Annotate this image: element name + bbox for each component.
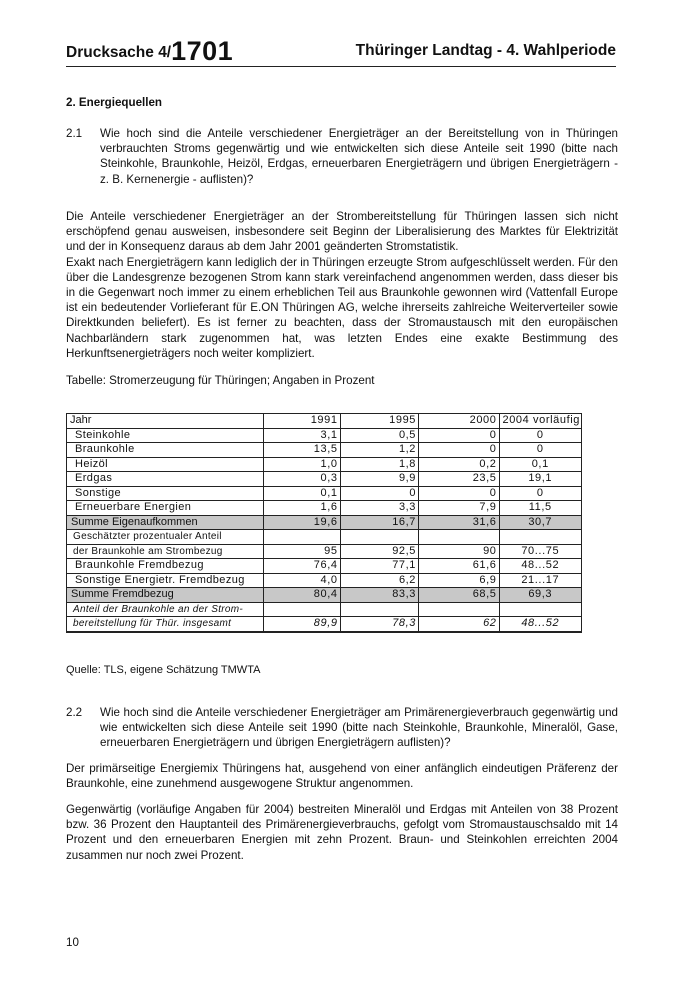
cell bbox=[264, 530, 340, 545]
header-cell: Jahr bbox=[67, 414, 264, 429]
row-label: Summe Eigenaufkommen bbox=[67, 515, 264, 530]
doc-number: 1701 bbox=[171, 36, 234, 66]
cell: 78,3 bbox=[340, 617, 418, 632]
cell: 6,2 bbox=[340, 573, 418, 588]
cell: 0 bbox=[340, 486, 418, 501]
row-label: Sonstige Energietr. Fremdbezug bbox=[67, 573, 264, 588]
cell: 48...52 bbox=[499, 617, 582, 632]
row-label: Sonstige bbox=[67, 486, 264, 501]
cell bbox=[499, 602, 582, 617]
row-label: Summe Fremdbezug bbox=[67, 588, 264, 603]
cell: 69,3 bbox=[499, 588, 582, 603]
cell: 0 bbox=[419, 428, 499, 443]
row-label: Erneuerbare Energien bbox=[67, 501, 264, 516]
answer-2-1 bbox=[66, 209, 618, 361]
cell: 0 bbox=[419, 486, 499, 501]
cell: 0,1 bbox=[264, 486, 340, 501]
answer-paragraph: Exakt nach Energieträgern kann lediglich der in Thüringen erzeugte Strom aufgeschlüsselt werden. Für den über die Landesgrenze bezogenen Strom kann stark vereinfachend angenommen werden, dass dieser bis in die Gegenwart noch immer zu einem erheblichen Teil aus Braunkohle gewonnen wird (Vattenfall Europe ist ein bedeutender Vorlieferant für E.ON Thüringen AG, welche ihrerseits zahlreiche Weiterverteiler sowie Direktkunden beliefert). Es ist ferner zu beachten, dass der Stromaustausch mit den europäischen Nachbarländern stark zugenommen hat, was letzten Endes eine exakte Bestimmung des Herkunftsenergieträgers noch weiter kompliziert. bbox=[66, 255, 618, 360]
row-label: Heizöl bbox=[67, 457, 264, 472]
cell: 19,1 bbox=[499, 472, 582, 487]
cell: 76,4 bbox=[264, 559, 340, 574]
table-row bbox=[67, 472, 582, 487]
power-generation-table bbox=[66, 413, 582, 633]
row-label: Steinkohle bbox=[67, 428, 264, 443]
cell: 0,2 bbox=[419, 457, 499, 472]
cell bbox=[340, 530, 418, 545]
table-row bbox=[67, 486, 582, 501]
cell: 0 bbox=[419, 443, 499, 458]
cell bbox=[264, 602, 340, 617]
cell: 19,6 bbox=[264, 515, 340, 530]
section-title: 2. Energiequellen bbox=[66, 96, 162, 109]
cell: 48...52 bbox=[499, 559, 582, 574]
table-row bbox=[67, 544, 582, 559]
cell: 11,5 bbox=[499, 501, 582, 516]
header-rule bbox=[66, 66, 616, 67]
cell bbox=[499, 530, 582, 545]
answer-2-2-p2: Gegenwärtig (vorläufige Angaben für 2004) bestreiten Mineralöl und Erdgas mit Anteilen von 38 Prozent bzw. 36 Prozent den Hauptanteil des Primärenergieverbrauchs, gefolgt vom Stromaustauschsaldo mit 14 Prozent und den erneuerbaren Energien mit zehn Prozent. Braun- und Steinkohlen erreichten 2004 zusammen nur noch zwei Prozent. bbox=[66, 803, 618, 862]
cell: 90 bbox=[419, 544, 499, 559]
question-text: Wie hoch sind die Anteile verschiedener Energieträger am Primärenergieverbrauch gegenwärtig und wie entwickelten sich diese Anteile seit 1990 (bitte nach Steinkohle, Braunkohle, Mineralöl, Gase, erneuerbaren Energieträgern und übrigen Energieträgern auflisten)? bbox=[100, 706, 618, 750]
table-header-row bbox=[67, 414, 582, 429]
cell: 1,2 bbox=[340, 443, 418, 458]
cell: 80,4 bbox=[264, 588, 340, 603]
table-row-sum bbox=[67, 515, 582, 530]
cell: 0,3 bbox=[264, 472, 340, 487]
question-number: 2.1 bbox=[66, 127, 83, 140]
row-label: bereitstellung für Thür. insgesamt bbox=[67, 617, 264, 632]
cell: 31,6 bbox=[419, 515, 499, 530]
row-label: Erdgas bbox=[67, 472, 264, 487]
cell: 0 bbox=[499, 443, 582, 458]
cell: 89,9 bbox=[264, 617, 340, 632]
row-label: Geschätzter prozentualer Anteil bbox=[67, 530, 264, 545]
header-cell: 2004 vorläufig bbox=[499, 414, 582, 429]
cell: 3,3 bbox=[340, 501, 418, 516]
cell: 13,5 bbox=[264, 443, 340, 458]
table-caption: Tabelle: Stromerzeugung für Thüringen; Angaben in Prozent bbox=[66, 374, 375, 387]
cell bbox=[419, 602, 499, 617]
cell bbox=[340, 602, 418, 617]
header-cell: 2000 bbox=[419, 414, 499, 429]
cell: 1,6 bbox=[264, 501, 340, 516]
question-number: 2.2 bbox=[66, 706, 83, 719]
cell: 77,1 bbox=[340, 559, 418, 574]
table-row-sum bbox=[67, 588, 582, 603]
cell: 0 bbox=[499, 486, 582, 501]
header-cell: 1995 bbox=[340, 414, 418, 429]
table-row bbox=[67, 530, 582, 545]
cell: 23,5 bbox=[419, 472, 499, 487]
table-row bbox=[67, 573, 582, 588]
page-number: 10 bbox=[66, 936, 79, 949]
cell: 83,3 bbox=[340, 588, 418, 603]
doc-number-header bbox=[66, 36, 233, 67]
cell: 3,1 bbox=[264, 428, 340, 443]
cell: 0,1 bbox=[499, 457, 582, 472]
cell: 1,8 bbox=[340, 457, 418, 472]
cell: 92,5 bbox=[340, 544, 418, 559]
question-text: Wie hoch sind die Anteile verschiedener Energieträger an der Bereitstellung von in Thüringen verbrauchten Stroms gegenwärtig und wie entwickelten sich diese Anteile seit 1990 (bitte nach Steinkohle, Braunkohle, Heizöl, Erdgas, erneuerbaren Energieträgern und übrigen Energieträgern - z. B. Kernenergie - auflisten)? bbox=[100, 127, 618, 186]
table-row bbox=[67, 559, 582, 574]
table-row bbox=[67, 602, 582, 617]
answer-paragraph: Die Anteile verschiedener Energieträger an der Strombereitstellung für Thüringen lassen sich nicht erschöpfend genau ausweisen, insbesondere seit Beginn der Liberalisierung des Marktes für Elektrizität und der in Konsequenz daraus ab dem Jahr 2001 geänderten Stromstatistik. bbox=[66, 210, 618, 254]
question-2-2 bbox=[66, 705, 618, 751]
cell: 95 bbox=[264, 544, 340, 559]
cell: 62 bbox=[419, 617, 499, 632]
question-2-1 bbox=[66, 126, 618, 187]
doc-label: Drucksache 4/ bbox=[66, 44, 172, 61]
table-row bbox=[67, 501, 582, 516]
header-cell: 1991 bbox=[264, 414, 340, 429]
cell: 4,0 bbox=[264, 573, 340, 588]
parliament-title: Thüringer Landtag - 4. Wahlperiode bbox=[355, 42, 616, 59]
cell: 70...75 bbox=[499, 544, 582, 559]
cell: 7,9 bbox=[419, 501, 499, 516]
table-source: Quelle: TLS, eigene Schätzung TMWTA bbox=[66, 664, 261, 676]
cell: 30,7 bbox=[499, 515, 582, 530]
table-row bbox=[67, 457, 582, 472]
row-label: Braunkohle Fremdbezug bbox=[67, 559, 264, 574]
cell: 9,9 bbox=[340, 472, 418, 487]
cell: 16,7 bbox=[340, 515, 418, 530]
cell: 0 bbox=[499, 428, 582, 443]
cell: 6,9 bbox=[419, 573, 499, 588]
row-label: Braunkohle bbox=[67, 443, 264, 458]
answer-2-2-p1: Der primärseitige Energiemix Thüringens hat, ausgehend von einer anfänglich eindeutigen Präferenz der Braunkohle, eine zunehmend ausgewogene Struktur angenommen. bbox=[66, 762, 618, 791]
table-row bbox=[67, 443, 582, 458]
cell: 68,5 bbox=[419, 588, 499, 603]
table-row bbox=[67, 617, 582, 632]
table-row bbox=[67, 428, 582, 443]
cell: 21...17 bbox=[499, 573, 582, 588]
row-label: Anteil der Braunkohle an der Strom- bbox=[67, 602, 264, 617]
row-label: der Braunkohle am Strombezug bbox=[67, 544, 264, 559]
cell: 1,0 bbox=[264, 457, 340, 472]
cell: 61,6 bbox=[419, 559, 499, 574]
cell: 0,5 bbox=[340, 428, 418, 443]
cell bbox=[419, 530, 499, 545]
